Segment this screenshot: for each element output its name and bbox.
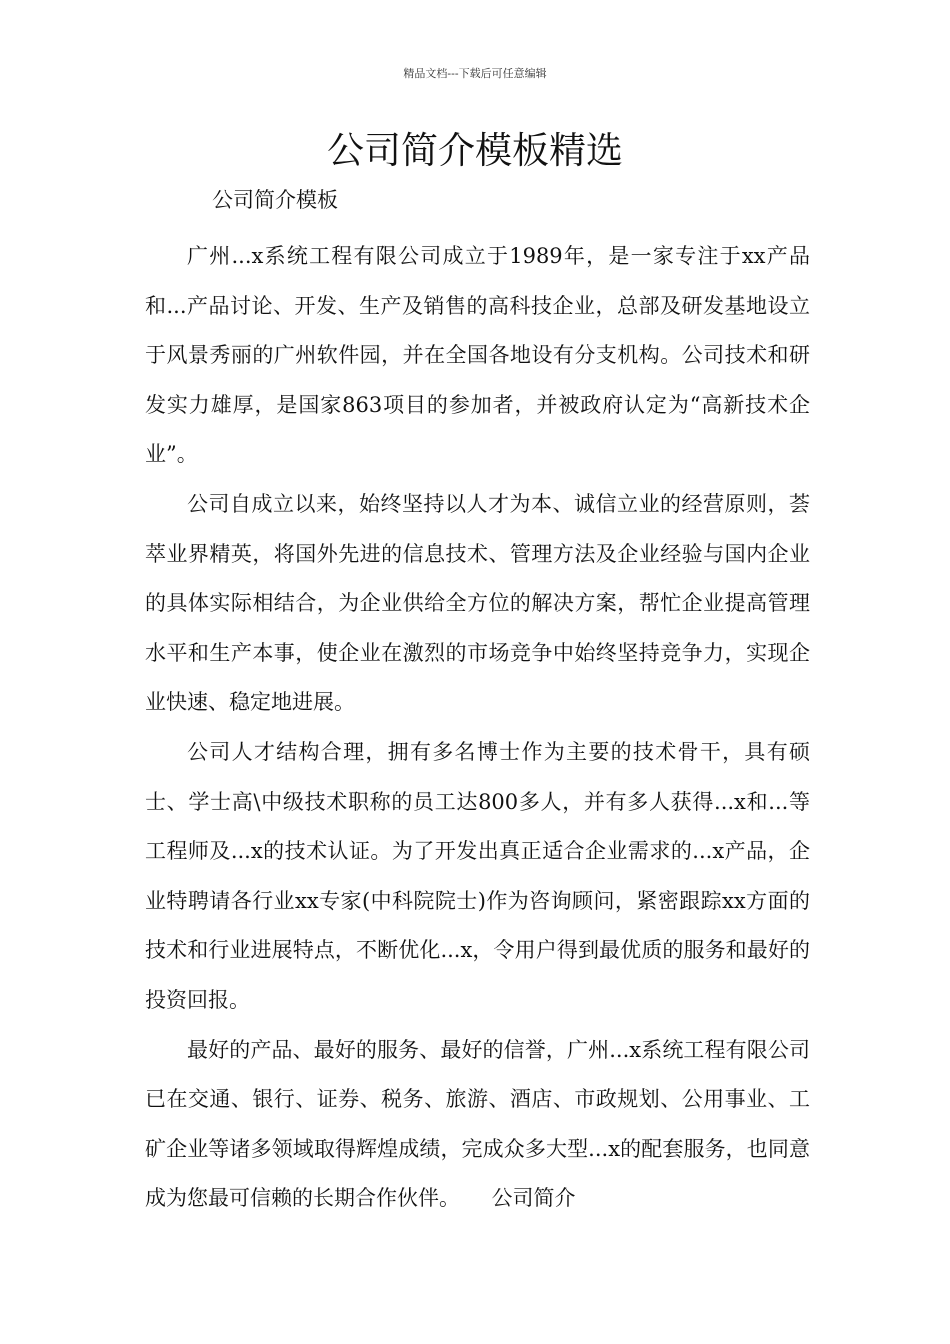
paragraph-business-principles: 公司自成立以来，始终坚持以人才为本、诚信立业的经营原则，荟萃业界精英，将国外先进的信息技术、管理方法及企业经验与国内企业的具体实际相结合，为企业供给全方位的解决方案，帮忙企业提高管理水平和生产本事，使企业在激烈的市场竞争中始终坚持竞争力，实现企业快速、稳定地进展。 <box>145 491 810 715</box>
document-subtitle: 公司简介模板 <box>212 188 338 212</box>
header-note: 精品文档---下载后可任意编辑 <box>403 67 547 80</box>
paragraph-talent-structure: 公司人才结构合理，拥有多名博士作为主要的技术骨干，具有硕士、学士高\中级技术职称的员工达800多人，并有多人获得...x和...等工程师及...x的技术认证。为了开发出真正适合企业需求的...x产品，企业特聘请各行业xx专家(中科院院士)作为咨询顾问，紧密跟踪xx方面的技术和行业进展特点，不断优化...x，令用户得到最优质的服务和最好的投资回报。 <box>145 739 810 1012</box>
document-body <box>145 232 810 1224</box>
paragraph-achievements: 最好的产品、最好的服务、最好的信誉，广州...x系统工程有限公司已在交通、银行、证券、税务、旅游、酒店、市政规划、公用事业、工矿企业等诸多领域取得辉煌成绩，完成众多大型...x的配套服务，也同意成为您最可信赖的长期合作伙伴。 公司简介 <box>145 1037 810 1211</box>
paragraph-company-overview: 广州...x系统工程有限公司成立于1989年，是一家专注于xx产品和...产品讨论、开发、生产及销售的高科技企业，总部及研发基地设立于风景秀丽的广州软件园，并在全国各地设有分支机构。公司技术和研发实力雄厚，是国家863项目的参加者，并被政府认定为“高新技术企业”。 <box>145 244 810 467</box>
document-title: 公司简介模板精选 <box>327 129 623 172</box>
